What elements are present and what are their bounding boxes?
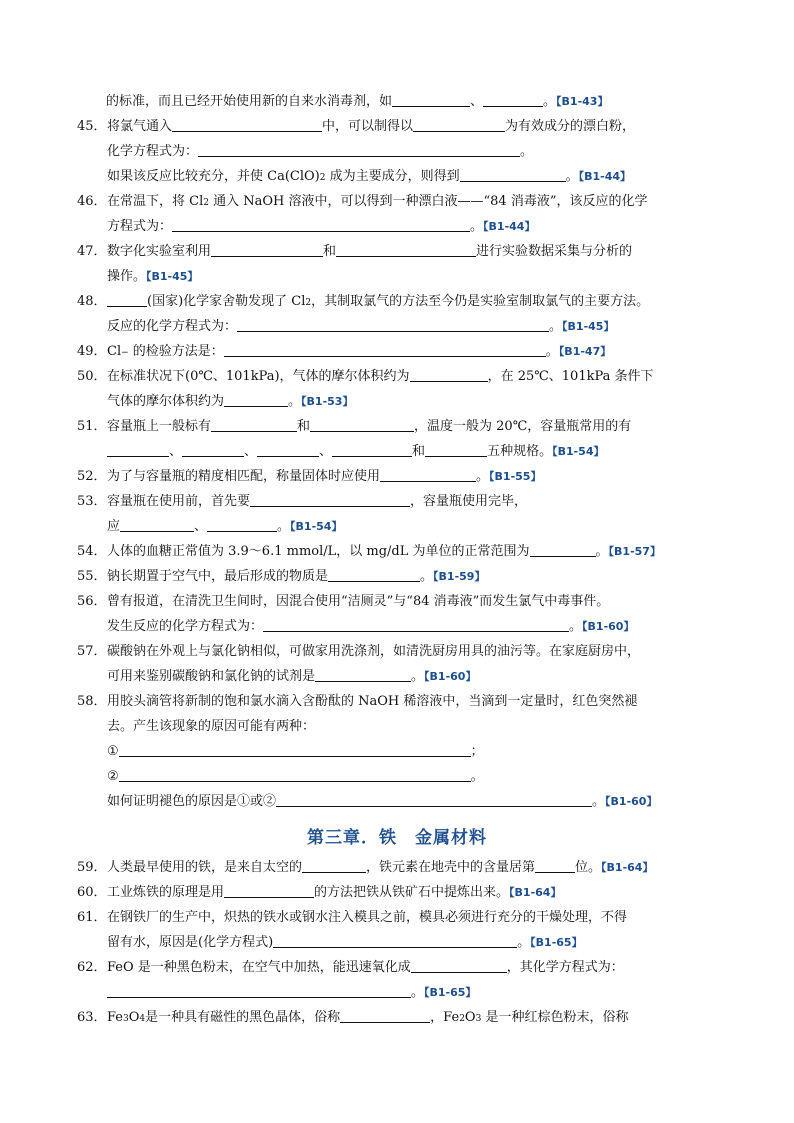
reference-tag: 【B1-64】	[601, 861, 654, 874]
answer-blank[interactable]	[207, 517, 277, 532]
answer-blank[interactable]	[336, 242, 476, 257]
question-number: 58．	[77, 694, 107, 709]
question-58-line-5: 如何证明褪色的原因是①或② 。【B1-60】	[107, 794, 658, 809]
question-62-line-2: 。【B1-65】	[107, 982, 476, 1004]
q44-continuation: 的标准，而且已经开始使用新的自来水消毒剂，如 、 。【B1-43】	[106, 94, 609, 109]
answer-blank[interactable]	[172, 217, 470, 232]
answer-blank[interactable]	[237, 317, 549, 332]
question-61: 61．在钢铁厂的生产中，炽热的铁水或钢水注入模具之前，模具必须进行充分的干燥处理，不得	[77, 907, 627, 929]
answer-blank[interactable]	[410, 367, 488, 382]
question-54: 54．人体的血糖正常值为 3.9～6.1 mmol/L，以 mg/dL 为单位的正常范围为 。【B1-57】	[77, 541, 661, 563]
question-number: 51．	[77, 419, 107, 434]
answer-blank[interactable]	[413, 117, 505, 132]
question-47: 47．数字化实验室利用 和 进行实验数据采集与分析的	[77, 241, 632, 263]
answer-blank[interactable]	[302, 858, 366, 873]
answer-blank[interactable]	[211, 417, 297, 432]
answer-blank[interactable]	[120, 517, 194, 532]
answer-blank[interactable]	[460, 167, 566, 182]
reference-tag: 【B1-47】	[558, 345, 612, 358]
question-52: 52．为了与容量瓶的精度相匹配，称量固体时应使用 。【B1-55】	[77, 466, 541, 488]
reference-tag: 【B1-45】	[146, 270, 199, 283]
answer-blank[interactable]	[224, 342, 546, 357]
answer-blank[interactable]	[332, 442, 412, 457]
question-number: 45．	[77, 119, 107, 134]
answer-blank[interactable]	[224, 883, 314, 898]
answer-blank[interactable]	[535, 858, 575, 873]
answer-blank[interactable]	[172, 117, 322, 132]
question-57-line-2: 可用来鉴别碳酸钠和氯化钠的试剂是 。【B1-60】	[107, 669, 477, 684]
question-63: 63．Fe3O4是一种具有磁性的黑色晶体，俗称 ，Fe2O3 是一种红棕色粉末，俗称	[77, 1007, 628, 1029]
reference-tag: 【B1-54】	[290, 520, 343, 533]
answer-blank[interactable]	[530, 542, 596, 557]
answer-blank[interactable]	[257, 442, 319, 457]
reference-tag: 【B1-60】	[582, 620, 635, 633]
question-number: 53．	[77, 494, 107, 509]
reference-tag: 【B1-55】	[489, 470, 542, 483]
answer-blank[interactable]	[211, 242, 323, 257]
answer-blank[interactable]	[250, 492, 410, 507]
question-number: 60．	[77, 885, 107, 900]
answer-blank[interactable]	[392, 92, 470, 107]
question-48-line-2: 反应的化学方程式为： 。【B1-45】	[107, 319, 615, 334]
answer-blank[interactable]	[119, 767, 471, 782]
answer-blank[interactable]	[198, 142, 520, 157]
question-number: 59．	[77, 860, 107, 875]
reference-tag: 【B1-57】	[608, 545, 661, 558]
question-number: 46．	[77, 194, 107, 209]
reference-tag: 【B1-65】	[530, 936, 583, 949]
chapter-title: 第三章．铁 金属材料	[307, 828, 487, 848]
reference-tag: 【B1-53】	[301, 395, 354, 408]
question-number: 47．	[77, 244, 107, 259]
answer-blank[interactable]	[224, 392, 288, 407]
answer-blank[interactable]	[182, 442, 244, 457]
question-number: 56．	[77, 594, 107, 609]
answer-blank[interactable]	[107, 442, 169, 457]
question-62: 62．FeO 是一种黑色粉末，在空气中加热，能迅速氧化成 ，其化学方程式为：	[77, 957, 624, 979]
question-61-line-2: 留有水，原因是(化学方程式) 。【B1-65】	[107, 935, 583, 950]
question-number: 54．	[77, 544, 107, 559]
reference-tag: 【B1-54】	[552, 445, 605, 458]
question-55: 55．钠长期置于空气中，最后形成的物质是 。【B1-59】	[77, 566, 485, 588]
reference-tag: 【B1-59】	[433, 570, 486, 583]
question-50: 50．在标准状况下(0℃、101kPa)，气体的摩尔体积约为 ，在 25℃、101kPa 条件下	[77, 366, 654, 388]
reference-tag: 【B1-60】	[605, 795, 658, 808]
answer-blank[interactable]	[315, 667, 411, 682]
question-49: 49．Cl− 的检验方法是： 。【B1-47】	[77, 341, 611, 363]
question-51-line-2: 、 、 、 和 五种规格。【B1-54】	[107, 441, 605, 463]
answer-blank[interactable]	[273, 933, 517, 948]
answer-blank[interactable]	[425, 442, 487, 457]
answer-blank[interactable]	[107, 983, 411, 998]
question-46-line-2: 方程式为： 。【B1-44】	[107, 219, 536, 234]
question-58-line-2: 去。产生该现象的原因可能有两种：	[107, 719, 316, 734]
question-46: 46．在常温下，将 Cl2 通入 NaOH 溶液中，可以得到一种漂白液——“84 消毒液”，该反应的化学	[77, 191, 647, 213]
answer-blank[interactable]	[119, 742, 471, 757]
question-53: 53．容量瓶在使用前，首先要 ，容量瓶使用完毕，	[77, 491, 527, 513]
reference-tag: 【B1-60】	[424, 670, 477, 683]
answer-blank[interactable]	[107, 292, 147, 307]
question-56: 56．曾有报道，在清洗卫生间时，因混合使用“洁厕灵”与“84 消毒液”而发生氯气中毒事件。	[77, 591, 609, 613]
reference-tag: 【B1-65】	[424, 986, 477, 999]
question-53-line-2: 应 、 。【B1-54】	[107, 519, 343, 534]
reference-tag: 【B1-43】	[556, 95, 609, 108]
reference-tag: 【B1-64】	[509, 886, 562, 899]
answer-blank[interactable]	[310, 417, 414, 432]
question-number: 57．	[77, 644, 107, 659]
question-45-line-3: 如果该反应比较充分，并使 Ca(ClO)2 成为主要成分，则得到 。【B1-44】	[107, 169, 632, 184]
reference-tag: 【B1-44】	[578, 170, 632, 183]
question-56-line-2: 发生反应的化学方程式为： 。【B1-60】	[107, 619, 635, 634]
question-51: 51．容量瓶上一般标有 和 ，温度一般为 20℃，容量瓶常用的有	[77, 416, 631, 438]
question-number: 62．	[77, 960, 107, 975]
answer-blank[interactable]	[483, 92, 543, 107]
question-number: 52．	[77, 469, 107, 484]
answer-blank[interactable]	[328, 567, 420, 582]
question-47-line-2: 操作。【B1-45】	[107, 269, 199, 284]
question-57: 57．碳酸钠在外观上与氯化钠相似，可做家用洗涤剂，如清洗厨房用具的油污等。在家庭厨房中，	[77, 641, 640, 663]
question-number: 49．	[77, 344, 107, 359]
question-number: 50．	[77, 369, 107, 384]
question-number: 63．	[77, 1010, 107, 1025]
question-45-line-2: 化学方程式为： 。	[107, 144, 534, 159]
answer-blank[interactable]	[380, 467, 476, 482]
question-50-line-2: 气体的摩尔体积约为 。【B1-53】	[107, 394, 354, 409]
reference-tag: 【B1-45】	[562, 320, 615, 333]
answer-blank[interactable]	[411, 958, 507, 973]
answer-blank[interactable]	[263, 617, 569, 632]
reference-tag: 【B1-44】	[483, 220, 536, 233]
question-45: 45．将氯气通入 中，可以制得以 为有效成分的漂白粉，	[77, 116, 635, 138]
question-number: 55．	[77, 569, 107, 584]
question-60: 60．工业炼铁的原理是用 的方法把铁从铁矿石中提炼出来。【B1-64】	[77, 882, 561, 904]
question-58-reason-2: ② 。	[107, 769, 484, 784]
question-number: 61．	[77, 910, 107, 925]
question-58-reason-1: ① ；	[107, 744, 484, 759]
question-59: 59．人类最早使用的铁，是来自太空的 ，铁元素在地壳中的含量居第 位。【B1-64】	[77, 857, 653, 879]
question-number: 48．	[77, 294, 107, 309]
answer-blank[interactable]	[276, 792, 592, 807]
question-48: 48． (国家)化学家舍勒发现了 Cl2，其制取氯气的方法至今仍是实验室制取氯气的主要方法。	[77, 291, 649, 313]
question-58: 58．用胶头滴管将新制的饱和氯水滴入含酚酞的 NaOH 稀溶液中，当滴到一定量时，红色突然褪	[77, 691, 637, 713]
answer-blank[interactable]	[340, 1008, 430, 1023]
